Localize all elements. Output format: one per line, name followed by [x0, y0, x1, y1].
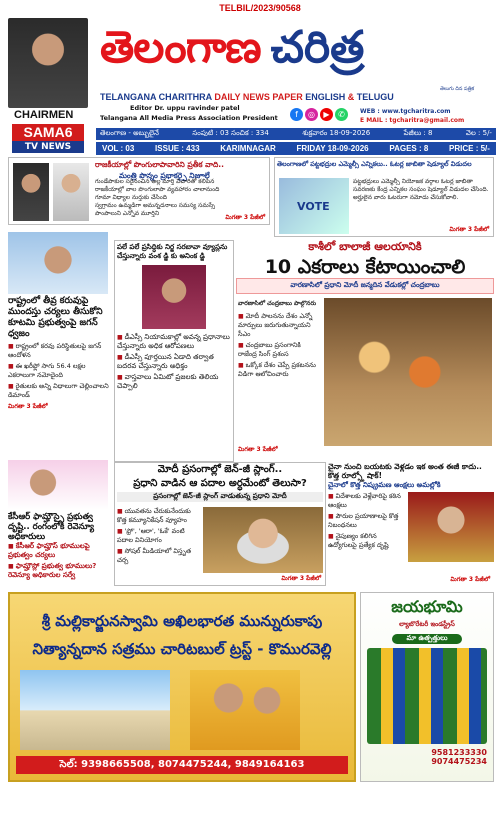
deputy-bullets	[115, 331, 233, 395]
english-title-a: TELANGANA CHARITHRA	[100, 92, 212, 102]
kcr-bullet: ■ ఫామ్హౌస్లో ప్రభుత్వ భూములు? రెవెన్యూ అధికారుల సర్వే	[8, 562, 112, 580]
whatsapp-icon[interactable]: ✆	[335, 108, 348, 121]
info-vol: VOL : 03	[102, 144, 135, 153]
instagram-icon[interactable]: ◎	[305, 108, 318, 121]
kcr-bullets	[8, 542, 112, 580]
top-right-body: పట్టభద్రులు ఎమ్మెల్సీ నియోజక వర్గాల ఓటర్ల జాబితా సవరణకు కేంద్ర ఎన్నికల సంఘం షెడ్యూల్ విడుదల చేసింది. అర్హులైన వారు ఓటరుగా నమోదు చేసుకోవాలి.	[353, 178, 489, 201]
kashi-subhead: వారణాసిలో ప్రధాని మోదీ జన్మదిన వేడుకల్లో చంద్రబాబు	[236, 278, 494, 294]
contact-web[interactable]: WEB : www.tgcharitra.com	[360, 108, 451, 115]
kashi-bullet: ■ ఒక్కోక దేశం చెప్పే ప్రకటనను విడిగా ఆలోచించారు	[238, 361, 318, 379]
modi-continued[interactable]: మిగతా 3 పేజీలో	[281, 575, 321, 582]
info-price: PRICE : 5/-	[449, 144, 490, 153]
deputy-bullet: ■ వాస్తవాలు ఏమిటో ప్రజలకు తెలియ చెప్పాలి	[117, 373, 231, 391]
top-left-body	[95, 178, 267, 218]
ad-line2: నిత్యాన్నదాన సత్రము చారిటబుల్ ట్రస్ట్ - కొమురవెల్లి	[32, 640, 332, 658]
top-left-photo-2	[53, 163, 89, 221]
kashi-kicker: కాశీలో బాలాజీ ఆలయానికి	[308, 240, 422, 253]
top-left-line: గూమా విధ్యాల నుర్తుకు చేసింది	[95, 194, 168, 201]
top-left-headline1: రాజకీయాల్లో పొంగులాపావారిని ప్రతీక వాది..	[95, 160, 225, 169]
top-left-story[interactable]	[8, 157, 270, 225]
english-info-bar	[96, 142, 496, 155]
china-kicker: చైనా నుంచి బయటకు వెళ్లడం ఇక అంత ఈజీ కాదు.. కొత్త రూల్స్తో షాక్!	[328, 462, 482, 480]
masthead-telangana: తెలంగాణ	[100, 22, 261, 73]
jayabhoomi-sub: ల్యాబొరేటరీ ఇండస్ట్రీస్	[399, 620, 455, 628]
kashi-intro: వారణాసిలో చంద్రబాబు పాల్గొనరు	[238, 300, 317, 307]
social-icons	[290, 108, 348, 121]
deputy-bullet: ■ డీఎస్సీ నియామకాల్లో అవన్న ప్రధానాలు చేస్తున్నారు అధిక ఆరోపణలు	[117, 333, 231, 351]
jagan-story[interactable]	[8, 232, 112, 432]
china-photo	[408, 492, 494, 562]
info-issue: ISSUE : 433	[155, 144, 200, 153]
ad-building-photo	[20, 670, 170, 750]
top-left-line: రాజకీయాల్లో వాల పొంగులాపా వ్యవహారం చాలానుంది	[95, 186, 220, 193]
deputy-headline: పలే పలే ప్రసిద్ధికు నిర్జ సరబావా వ్యూస్లను చేస్తున్నారు వంశ డ్జి కు అనింక డ్జి	[117, 243, 228, 260]
association-line: Telangana All Media Press Association President	[100, 114, 278, 122]
modi-bullet: ■ 'ఫ్రో', 'ఆరా', 'ఓకే' వంటి పదాల వినియోగం	[117, 527, 199, 545]
channel-logo	[12, 124, 84, 154]
info-pages: PAGES : 8	[389, 144, 429, 153]
deputy-bullet: ■ డీఎస్సీ పూర్తయిన ఏడాది తర్వాత బదరవ చేస్తున్నారు అధిక్తం	[117, 353, 231, 371]
kcr-headline: కేసీఆర్ ఫామ్హౌస్పై ప్రభుత్వ దృష్టి.. రంగంలోకి రెవెన్యూ అధికారులు	[8, 512, 95, 542]
masthead-title	[100, 22, 480, 84]
youtube-icon[interactable]: ▶	[320, 108, 333, 121]
deputy-story[interactable]	[114, 240, 234, 462]
masthead-charitra: చరిత్ర	[270, 22, 365, 73]
jayabhoomi-title: జయభూమి	[391, 597, 463, 616]
telugu-bar-mid: సంపుటి : 03 సంచిక : 334	[192, 129, 269, 137]
jagan-headline: రాష్ట్రంలో తీవ్ర కరువుపై ముందస్తు చర్యలు తీసుకోని కూటమి ప్రభుత్వంపై జగన్ ధ్వజం	[8, 296, 103, 339]
top-left-line: గుండేపాకుల సరైనంచిన అల్ల మార్తి విచారితో కలిపిన	[95, 178, 215, 185]
china-bullets	[328, 492, 404, 552]
top-left-line: స్వగ్రామం ఉమ్మడిగా అమన్నదనాలు సమస్య సమస్సే	[95, 202, 216, 209]
kashi-story[interactable]	[236, 240, 494, 460]
top-right-story[interactable]	[274, 157, 494, 237]
top-right-headline: తెలంగాణలో పట్టభద్రుల ఎమ్మెల్సీ ఎన్నికలు.. ఓటర్ల జాబితా షెడ్యూల్ విడుదల	[277, 160, 472, 168]
kashi-photo	[324, 298, 492, 446]
english-title-b: DAILY NEWS PAPER	[214, 92, 303, 102]
telugu-bar-pages: పేజీలు : 8	[403, 129, 433, 137]
kashi-continued[interactable]: మిగతా 3 పేజీలో	[238, 446, 278, 453]
editor-line: Editor Dr. uppu ravinder patel	[130, 104, 240, 112]
english-title	[100, 92, 394, 102]
chairman-label: CHAIRMEN	[14, 109, 74, 121]
telugu-info-bar	[96, 128, 496, 140]
china-bullet: ■ పౌరుల ప్రయాణాలపై కొత్త నిబంధనలు	[328, 512, 404, 530]
channel-sub: TV NEWS	[12, 141, 84, 153]
facebook-icon[interactable]: f	[290, 108, 303, 121]
china-headline: చైనాలో కొత్త నిష్క్రమణ ఆంక్షలు అమల్లోకి	[328, 481, 441, 489]
info-place: KARIMNAGAR	[220, 144, 276, 153]
modi-story[interactable]	[114, 462, 326, 586]
top-left-continued[interactable]: మిగతా 3 పేజీలో	[225, 214, 265, 221]
kashi-bullets	[238, 312, 318, 381]
deputy-photo	[142, 265, 206, 329]
top-left-line: పాంపాలుని ఎన్నోవ మూర్తిని	[95, 210, 160, 217]
masthead-tagline: తెలుగు దిన పత్రిక	[440, 86, 475, 92]
contact-email[interactable]: E MAIL : tgcharitra@gmail.com	[360, 117, 465, 124]
china-bullet: ■ నైపుణ్యం కలిగిన ఉద్యోగులపై ప్రత్యేక దృష్టి	[328, 532, 404, 550]
jagan-bullet: ■ రైతులకు అన్ని విధాలుగా చెల్లించాలని డిమాండ్	[8, 382, 112, 400]
jagan-photo	[8, 232, 108, 294]
modi-subhead: ప్రసంగాల్లో జెన్-జీ స్లాంగ్ వాడుతున్న ప్రధాని మోదీ	[117, 492, 323, 502]
telugu-bar-left: తెలంగాణ - అబ్బులైనే	[100, 129, 159, 137]
kashi-bullet: ■ మోదీ పాలనను దేశం ఎన్నో మార్పులు జరుగుతున్నాయని సీఎం	[238, 312, 318, 339]
kcr-story[interactable]	[8, 460, 112, 586]
kcr-photo	[8, 460, 108, 510]
vote-graphic	[279, 178, 349, 234]
top-left-headline2: మంత్రి పొన్నం ప్రభాకర్పై నిజూలే	[119, 171, 210, 180]
english-title-e: TELUGU	[356, 92, 394, 102]
mallanna-ad[interactable]	[8, 592, 356, 782]
jagan-bullet: ■ రాష్ట్రంలో కరవు పరిస్థితులపై జగన్ ఆందోళన	[8, 342, 112, 360]
kashi-headline: 10 ఎకరాలు కేటాయించాలి	[264, 256, 466, 278]
modi-bullet: ■ సోషల్ మీడియాలో విస్తృత చర్చ	[117, 547, 199, 565]
channel-name: SAMA6	[12, 124, 84, 141]
jayabhoomi-ad[interactable]	[360, 592, 494, 782]
modi-headline: ప్రధాని వాడిన ఆ పదాల అర్ధమేంటో తెలుసా?	[133, 478, 307, 489]
jayabhoomi-tag: మా ఉత్పత్తులు	[392, 634, 462, 644]
china-bullet: ■ విదేశాలకు వెళ్లేవారిపై కఠిన ఆంక్షలు	[328, 492, 404, 510]
china-story[interactable]	[328, 462, 494, 586]
china-continued[interactable]: మిగతా 3 పేజీలో	[450, 576, 490, 583]
ad-phones: సెల్: 9398665508, 8074475244, 9849164163	[16, 756, 348, 774]
jayabhoomi-products	[367, 648, 487, 744]
modi-kicker: మోదీ ప్రసంగాల్లో జెన్-జీ స్లాంగ్..	[157, 464, 283, 475]
telugu-bar-date: శుక్రవారం 18-09-2026	[302, 129, 371, 137]
registration-number: TELBIL/2023/90568	[219, 3, 301, 13]
modi-bullet: ■ యువతను చేరుకునేందుకు కొత్త కమ్యూనికేషన్ వ్యూహం	[117, 507, 199, 525]
jagan-continued[interactable]: మిగతా 3 పేజీలో	[8, 403, 48, 410]
chairman-photo	[8, 18, 88, 108]
top-right-continued[interactable]: మిగతా 3 పేజీలో	[449, 226, 489, 233]
ad-people-photo	[190, 670, 300, 750]
jayabhoomi-phones: 9581233330 9074475234	[431, 748, 487, 766]
info-date: FRIDAY 18-09-2026	[296, 144, 369, 153]
english-title-d: &	[347, 92, 355, 102]
jagan-bullet: ■ ఈ ఖరీఫ్లో సాగు 56.4 లక్షల ఎకరాలుగా నమోదైంది	[8, 362, 112, 380]
jagan-bullets	[8, 342, 112, 400]
modi-bullets	[117, 507, 199, 567]
modi-photo	[203, 507, 323, 573]
english-title-c: ENGLISH	[305, 92, 346, 102]
kashi-bullet: ■ చంద్రబాబు ప్రసంగానికి రాజేంద్ర సింగ్ ప్రశంస	[238, 341, 318, 359]
top-left-photo-1	[13, 163, 49, 221]
ad-line1: శ్రీ మల్లికార్జునస్వామి అఖిలభారత మున్నురుకాపు	[41, 612, 323, 630]
vote-label: VOTE	[297, 200, 330, 213]
kcr-bullet: ■ కేసీఆర్ ఫామ్హౌస్ భూములపై ప్రభుత్వం చర్యలు	[8, 542, 112, 560]
telugu-bar-price: వెల : 5/-	[465, 129, 492, 137]
